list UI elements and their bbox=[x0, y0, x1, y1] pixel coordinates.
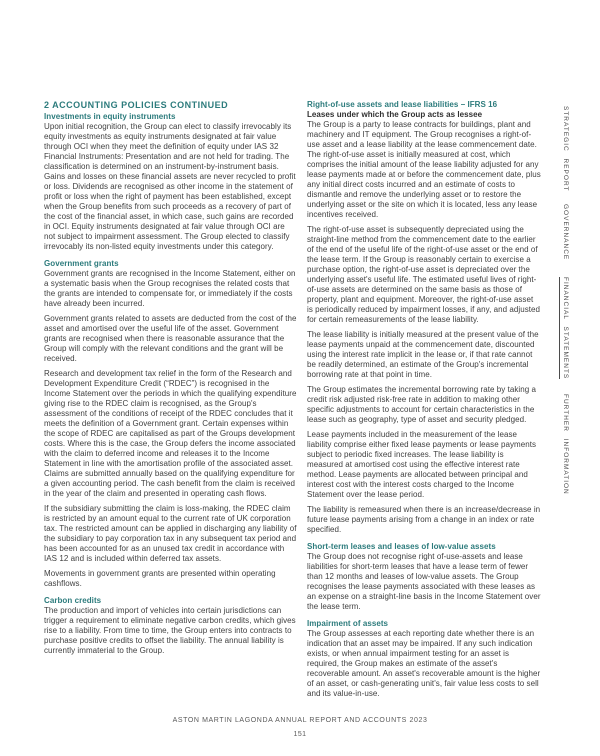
rail-item-governance: GOVERNANCE bbox=[562, 204, 569, 261]
paragraph-carbon-credits: The production and import of vehicles into certain jurisdictions can trigger a requirement to eliminate negative carbon credits, which gives rise to a liability. From time to time, the Group enters into contracts to purchase positive credits to offset the liability. The annual liability is currently immaterial to the Group. bbox=[44, 606, 296, 655]
paragraph-rdec-1: Research and development tax relief in the form of the Research and Development Expenditure Credit (“RDEC”) is recognised in the Income Statement over the periods in which the qualifying expenditure giving rise to the RDEC claim is recognised, as the Group's assessment of the conditions of receipt of the RDEC concludes that it meets the definition of a Government grant. Certain expenses within the scope of RDEC are capitalised as part of the Groups development costs. Where this is the case, the Group defers the income associated with the claim to deferred income and releases it to the Income Statement in line with the amortisation profile of the associated asset. Claims are submitted annually based on the qualifying expenditure for a given accounting period. The cash benefit from the claim is received in the year of the claim and presented in operating cash flows. bbox=[44, 369, 297, 498]
section-header: 2 ACCOUNTING POLICIES CONTINUED bbox=[44, 100, 229, 110]
paragraph-equity-instruments: Upon initial recognition, the Group can elect to classify irrevocably its equity investments as equity instruments designated at fair value through OCI when they meet the definition of equity under IAS 32 Financial Instruments: Presentation and are not held for trading. The classification is determined on an instrument-by-instrument basis. Gains and losses on these financial assets are never recycled to profit or loss. Dividends are recognised as other income in the statement of profit or loss when the right of payment has been established, except when the Group benefits from such proceeds as a recovery of part of the cost of the financial asset, in which case, such gains are recorded in OCI. Equity instruments designated at fair value through OCI are not subject to impairment assessment. The Group elected to classify irrevocably its non-listed equity investments under this category. bbox=[44, 122, 296, 251]
paragraph-rou-depreciation: The right-of-use asset is subsequently depreciated using the straight-line method from the commencement date to the earlier of the end of the useful life of the right-of-use asset or the end of the lease term. If the Group is reasonably certain to exercise a purchase option, the right-of-use asset is depreciated over the underlying asset's useful life. The estimated useful lives of right-of-use assets are determined on the same basis as those of property, plant and equipment. Moreover, the right-of-use asset is periodically reduced by impairment losses, if any, and adjusted for certain remeasurements of the lease liability. bbox=[307, 225, 541, 324]
paragraph-government-grants-2: Government grants related to assets are deducted from the cost of the asset and amortised over the useful life of the asset. Government grants are recognised when there is reasonable assurance that the Group will comply with the relevant conditions and the grant will be received. bbox=[44, 314, 297, 363]
paragraph-lease-contracts: The Group is a party to lease contracts for buildings, plant and machinery and IT equipment. The Group recognises a right-of-use asset and a lease liability at the lease commencement date. The right-of-use asset is initially measured at cost, which comprises the initial amount of the lease liability adjusted for any lease payments made at or before the commencement date, plus any initial direct costs incurred and an estimate of costs to dismantle and remove the underlying asset or to restore the underlying asset or the site on which it is located, less any lease incentives received. bbox=[307, 120, 541, 219]
paragraph-grant-movements: Movements in government grants are presented within operating cashflows. bbox=[44, 569, 276, 588]
heading-impairment-of-assets: Impairment of assets bbox=[307, 619, 389, 628]
paragraph-liability-remeasurement: The liability is remeasured when there is an increase/decrease in future lease payments arising from a change in an index or rate specified. bbox=[307, 505, 541, 534]
paragraph-rdec-2: If the subsidiary submitting the claim is loss-making, the RDEC claim is restricted by an amount equal to the current rate of UK corporation tax. The restricted amount can be applied in discharging any liability of the subsidiary to pay corporation tax in any subsequent tax period and has been accounted for as an unused tax credit in accordance with IAS 12 and is included within deferred tax assets. bbox=[44, 504, 297, 563]
right-column bbox=[307, 100, 541, 704]
heading-investments-in-equity-instruments: Investments in equity instruments bbox=[44, 112, 176, 121]
page-footer bbox=[0, 717, 600, 738]
section-rail bbox=[558, 0, 578, 756]
footer-page-number: 151 bbox=[293, 731, 307, 738]
subheading-leases-group-as-lessee: Leases under which the Group acts as lessee bbox=[307, 110, 483, 119]
rail-item-financial-statements: FINANCIAL STATEMENTS bbox=[559, 277, 569, 379]
footer-report-title: ASTON MARTIN LAGONDA ANNUAL REPORT AND ACCOUNTS 2023 bbox=[172, 717, 428, 724]
heading-short-term-leases: Short-term leases and leases of low-value assets bbox=[307, 542, 496, 551]
page-content bbox=[44, 100, 541, 704]
heading-government-grants: Government grants bbox=[44, 259, 119, 268]
heading-right-of-use-assets-ifrs16: Right-of-use assets and lease liabilities – IFRS 16 bbox=[307, 100, 498, 109]
paragraph-lease-liability-measurement: The lease liability is initially measured at the present value of the lease payments unpaid at the commencement date, discounted using the interest rate implicit in the lease or, if that rate cannot be readily determined, an estimate of the Group's incremental borrowing rate at that point in time. bbox=[307, 330, 539, 379]
rail-item-further-information: FURTHER INFORMATION bbox=[562, 394, 569, 495]
paragraph-government-grants-1: Government grants are recognised in the Income Statement, either on a systematic basis when the Group recognises the related costs that the grants are intended to compensate for, or immediately if the costs have already been incurred. bbox=[44, 269, 296, 308]
paragraph-lease-payments: Lease payments included in the measurement of the lease liability comprise either fixed lease payments or lease payments subject to periodic fixed increases. The lease liability is measured at amortised cost using the effective interest rate method. Lease payments are allocated between principal and interest cost with the interest costs charged to the Income Statement over the lease period. bbox=[307, 430, 537, 499]
paragraph-short-term-leases: The Group does not recognise right of-use-assets and lease liabilities for short-term leases that have a lease term of fewer than 12 months and leases of low-value assets. The Group recognises the lease payments associated with these leases as an expense on a straight-line basis in the Income Statement over the lease term. bbox=[307, 552, 541, 611]
paragraph-incremental-borrowing-rate: The Group estimates the incremental borrowing rate by taking a credit risk adjusted risk-free rate in addition to making other specific adjustments to account for certain characteristics in the lease such as geography, type of asset and security pledged. bbox=[307, 385, 536, 424]
rail-item-strategic-report: STRATEGIC REPORT bbox=[562, 106, 569, 192]
left-column bbox=[44, 100, 298, 704]
heading-carbon-credits: Carbon credits bbox=[44, 596, 102, 605]
paragraph-impairment-of-assets: The Group assesses at each reporting date whether there is an indication that an asset may be impaired. If any such indication exists, or when annual impairment testing for an asset is required, the Group makes an estimate of the asset's recoverable amount. An asset's recoverable amount is the higher of an asset, or cash-generating unit's, fair value less costs to sell and its value-in-use. bbox=[307, 629, 541, 698]
